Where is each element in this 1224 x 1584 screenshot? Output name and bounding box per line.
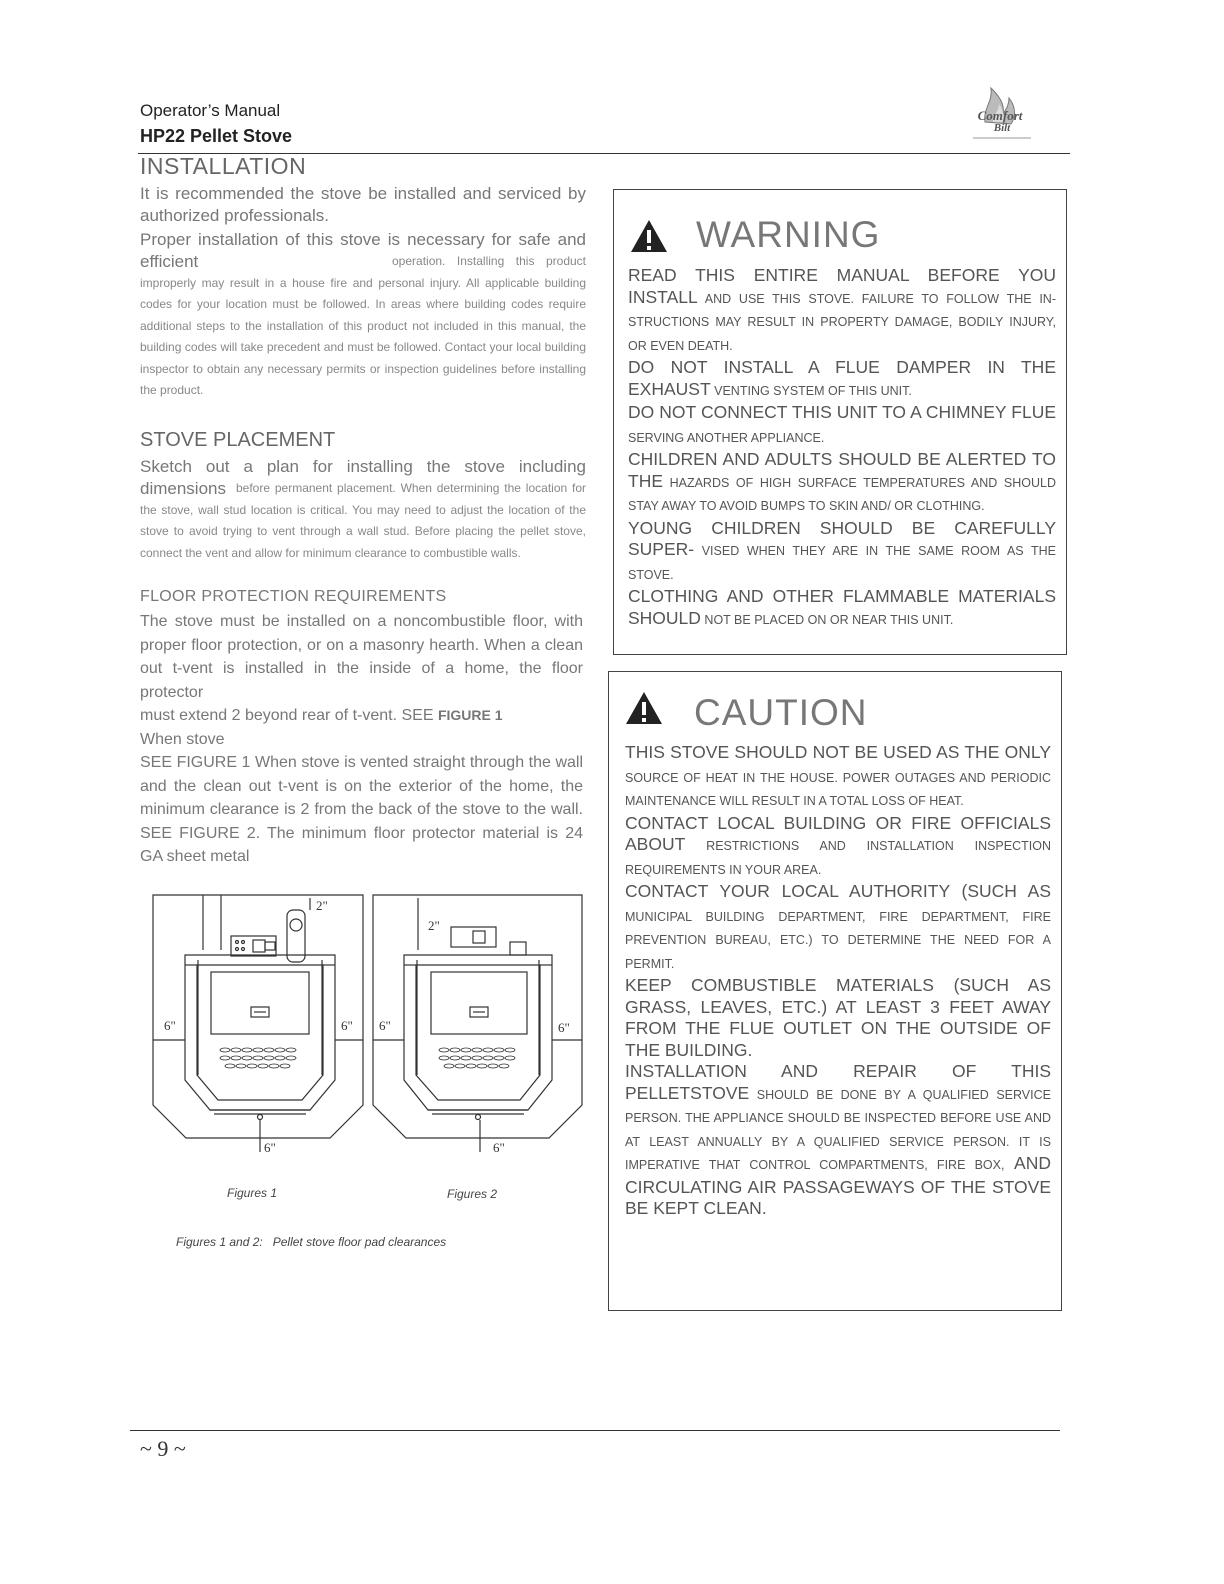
installation-paragraph-2: operation. Installing this product improperly may result in a house fire and personal injury. All applicable building codes for your location must be followed. In areas where building codes require additional steps to the installation of this product not included in this manual, the building codes will take precedent and must be followed. Contact your local building inspector to obtain any necessary permits or inspection guidelines before installing the product. (140, 254, 586, 397)
warning-item-detail: VISED WHEN THEY ARE IN THE SAME ROOM AS THE STOVE. (628, 544, 1056, 582)
placement-lead: Sketch out a plan for installing the stove including dimensions (140, 457, 586, 498)
floor-paragraph-2-text: must extend 2 beyond rear of t-vent. SEE (140, 707, 438, 724)
fig2-dim-top: 2" (428, 918, 440, 933)
figure-1-ref: FIGURE 1 (437, 707, 503, 723)
warning-item-detail: SERVING ANOTHER APPLIANCE. (628, 430, 825, 445)
caution-item (625, 975, 1051, 1061)
caution-item (625, 881, 1051, 975)
warning-item-emphasis: DO NOT CONNECT THIS UNIT TO A CHIMNEY FLUE (628, 402, 1056, 422)
caution-item-emphasis: CONTACT LOCAL BUILDING OR FIRE OFFICIALS ABOUT (625, 812, 1051, 854)
caution-box (608, 671, 1062, 1311)
stove-placement-heading: STOVE PLACEMENT (140, 429, 336, 451)
caution-item-detail: SOURCE OF HEAT IN THE HOUSE. POWER OUTAGES AND PERIODIC MAINTENANCE WILL RESULT IN A TOTAL LOSS OF HEAT. (625, 770, 1051, 808)
caution-item-detail: RESTRICTIONS AND INSTALLATION INSPECTION REQUIREMENTS IN YOUR AREA. (625, 839, 1051, 877)
comfort-bilt-logo (955, 78, 1045, 148)
caution-text (625, 742, 1051, 1220)
caution-item (625, 813, 1051, 882)
warning-item-emphasis: DO NOT INSTALL A FLUE DAMPER IN THE EXHAUST (628, 357, 1056, 399)
installation-heading: INSTALLATION (140, 153, 307, 179)
floor-paragraph-2 (140, 704, 583, 728)
warning-item-detail: NOT BE PLACED ON OR NEAR THIS UNIT. (700, 612, 954, 627)
warning-item-emphasis: CLOTHING AND OTHER FLAMMABLE MATERIALS SHOULD (628, 586, 1056, 628)
installation-paragraph-2-lead: Proper installation of this stove is necessary for safe and efficient (140, 230, 586, 271)
caution-item-detail: SHOULD BE DONE BY A QUALIFIED SERVICE PERSON. THE APPLIANCE SHOULD BE INSPECTED BEFORE USE AND AT LEAST ANNUALLY BY A QUALIFIED SERVICE PERSON. IT IS IMPERATIVE THAT CONTROL COMPARTMENTS, FIRE BOX, (625, 1087, 1051, 1172)
caution-item (625, 1061, 1051, 1220)
caution-triangle-icon (625, 690, 663, 726)
floor-paragraph-4: SEE FIGURE 1 When stove is vented straight through the wall and the clean out t-vent is on the exterior of the home, the minimum clearance is 2 from the back of the stove to the wall. SEE FIGURE 2. The minimum floor protector material is 24 GA sheet metal (140, 754, 583, 865)
warning-text (628, 265, 1056, 631)
caution-item-emphasis: INSTALLATION AND REPAIR OF THIS PELLETSTOVE (625, 1061, 1051, 1103)
svg-text:Comfort: Comfort (977, 108, 1023, 123)
fig2-dim-right: 6" (558, 1020, 570, 1035)
warning-item (628, 586, 1056, 631)
caution-item-detail: MUNICIPAL BUILDING DEPARTMENT, FIRE DEPARTMENT, FIRE PREVENTION BUREAU, ETC.) TO DETERMINE THE NEED FOR A PERMIT. (625, 909, 1051, 971)
caution-item (625, 742, 1051, 813)
warning-item (628, 449, 1056, 518)
caution-item-tail: AND CIRCULATING AIR PASSAGEWAYS OF THE STOVE BE KEPT CLEAN. (625, 1153, 1051, 1218)
manual-title: Operator’s Manual (140, 101, 281, 120)
caution-item-emphasis: THIS STOVE SHOULD NOT BE USED AS THE ONLY (625, 742, 1051, 762)
model-title: HP22 Pellet Stove (140, 126, 293, 146)
floor-protection-body (140, 610, 583, 869)
fig1-dim-left: 6" (164, 1018, 176, 1033)
warning-triangle-icon (630, 218, 668, 254)
floor-protection-heading: FLOOR PROTECTION REQUIREMENTS (140, 588, 447, 605)
placement-paragraph: before permanent placement. When determining the location for the stove, wall stud location is critical. You may need to adjust the location of the stove to avoid trying to vent through a wall stud. Before placing the pellet stove, connect the vent and allow for minimum clearance to combustible walls. (140, 481, 586, 560)
warning-item (628, 357, 1056, 402)
figures-illustration (150, 890, 590, 1170)
figure-2-caption: Figures 2 (447, 1187, 498, 1201)
figure-1-caption: Figures 1 (227, 1186, 278, 1200)
warning-item-emphasis: YOUNG CHILDREN SHOULD BE CAREFULLY SUPER- (628, 517, 1056, 559)
warning-item-emphasis: READ THIS ENTIRE MANUAL BEFORE YOU INSTALL (628, 265, 1056, 307)
fig2-dim-left: 6" (379, 1018, 391, 1033)
warning-item-detail: HAZARDS OF HIGH SURFACE TEMPERATURES AND SHOULD STAY AWAY TO AVOID BUMPS TO SKIN AND/ OR CLOTHING. (628, 475, 1056, 513)
floor-paragraph-3: When stove (140, 730, 225, 748)
installation-paragraph-1: It is recommended the stove be installed and serviced by authorized professionals. (140, 184, 586, 225)
installation-body (140, 183, 586, 402)
fig1-dim-bottom: 6" (264, 1140, 276, 1155)
warning-item-detail: AND USE THIS STOVE. FAILURE TO FOLLOW THE IN- STRUCTIONS MAY RESULT IN PROPERTY DAMAGE, BODILY INJURY, OR EVEN DEATH. (628, 291, 1056, 353)
footer-rule (130, 1430, 1060, 1431)
figures-combined-caption: Figures 1 and 2: Pellet stove floor pad clearances (176, 1235, 447, 1249)
warning-box (613, 189, 1067, 655)
caution-item-emphasis: CONTACT YOUR LOCAL AUTHORITY (SUCH AS (625, 881, 1051, 901)
svg-text:Bilt: Bilt (993, 122, 1011, 134)
warning-item-emphasis: CHILDREN AND ADULTS SHOULD BE ALERTED TO THE (628, 449, 1056, 491)
warning-item (628, 265, 1056, 357)
fig2-dim-bottom: 6" (493, 1140, 505, 1155)
warning-title: WARNING (696, 214, 881, 255)
fig1-dim-right: 6" (341, 1018, 353, 1033)
warning-item (628, 518, 1056, 587)
floor-paragraph-1: The stove must be installed on a noncombustible floor, with proper floor protection, or on a masonry hearth. When a clean out t-vent is installed in the inside of a home, the floor protector (140, 613, 583, 701)
caution-item-emphasis: KEEP COMBUSTIBLE MATERIALS (SUCH AS GRASS, LEAVES, ETC.) AT LEAST 3 FEET AWAY FROM THE FLUE OUTLET ON THE OUTSIDE OF THE BUILDING. (625, 975, 1051, 1060)
stove-placement-body (140, 456, 586, 564)
warning-item (628, 402, 1056, 449)
fig1-dim-top: 2" (316, 898, 328, 913)
caution-title: CAUTION (694, 692, 868, 733)
page-number: ~ 9 ~ (140, 1436, 186, 1461)
warning-item-detail: VENTING SYSTEM OF THIS UNIT. (710, 383, 912, 398)
